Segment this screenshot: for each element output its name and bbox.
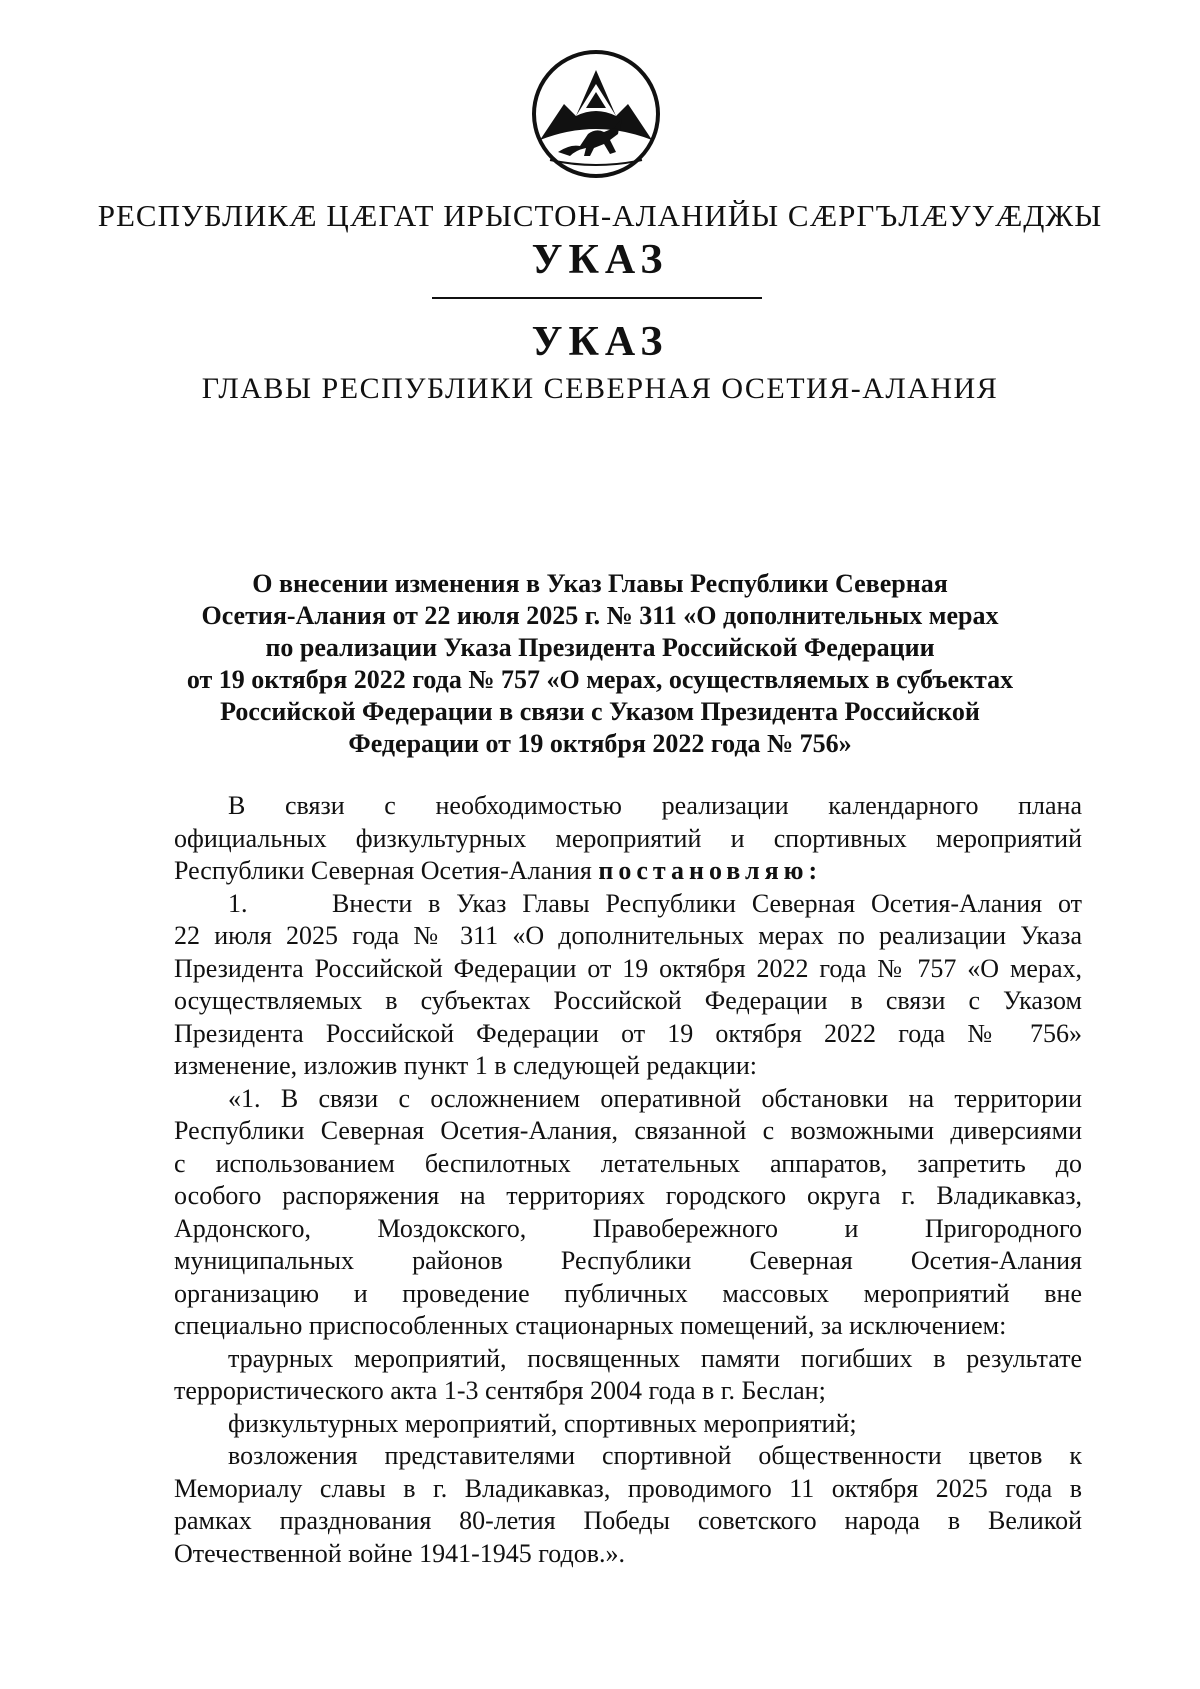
title-line: Осетия-Алания от 22 июля 2025 г. № 311 «О дополнительных мерах bbox=[201, 601, 999, 630]
title-line: О внесении изменения в Указ Главы Республики Северная bbox=[252, 569, 948, 598]
ukaz-heading-russian: УКАЗ bbox=[531, 319, 669, 365]
body-line: с использованием беспилотных летательных аппаратов, запретить до bbox=[174, 1148, 1082, 1178]
item-1-first-line bbox=[174, 888, 1082, 921]
body-line: Отечественной войне 1941-1945 годов.». bbox=[174, 1538, 626, 1568]
body-line: террористического акта 1-3 сентября 2004 года в г. Беслан; bbox=[174, 1376, 826, 1405]
body-line: физкультурных мероприятий, спортивных мероприятий; bbox=[228, 1408, 857, 1438]
title-line: Российской Федерации в связи с Указом Президента Российской bbox=[220, 697, 980, 726]
body-line: Мемориалу славы в г. Владикавказ, проводимого 11 октября 2025 года в bbox=[174, 1473, 1082, 1503]
body-line: особого распоряжения на территориях городского округа г. Владикавказ, bbox=[174, 1181, 1082, 1210]
body-line: Ардонского, Моздокского, Правобережного и Пригородного bbox=[174, 1213, 1082, 1243]
body-line: организацию и проведение публичных массовых мероприятий вне bbox=[174, 1278, 1082, 1308]
title-line: по реализации Указа Президента Российской Федерации bbox=[265, 633, 935, 662]
coat-of-arms-emblem bbox=[530, 48, 662, 180]
body-line: 22 июля 2025 года № 311 «О дополнительных мерах по реализации Указа bbox=[174, 921, 1082, 950]
postanovlyayu-word: постановляю: bbox=[598, 856, 823, 885]
body-line: Республики Северная Осетия-Алания bbox=[174, 856, 592, 885]
body-line: муниципальных районов Республики Северная Осетия-Алания bbox=[174, 1246, 1082, 1275]
body-line: официальных физкультурных мероприятий и спортивных мероприятий bbox=[174, 823, 1082, 853]
decree-title bbox=[160, 568, 1040, 760]
body-line: осуществляемых в субъектах Российской Федерации в связи с Указом bbox=[174, 986, 1082, 1015]
item-number: 1. bbox=[228, 888, 248, 918]
ukaz-heading-ossetian: УКАЗ bbox=[531, 237, 669, 283]
header-divider bbox=[432, 297, 762, 299]
decree-body bbox=[174, 790, 1082, 1570]
body-line: Республики Северная Осетия-Алания, связанной с возможными диверсиями bbox=[174, 1116, 1082, 1145]
body-line: специально приспособленных стационарных помещений, за исключением: bbox=[174, 1311, 1007, 1340]
body-line: изменение, изложив пункт 1 в следующей редакции: bbox=[174, 1051, 757, 1080]
body-line: «1. В связи с осложнением оперативной обстановки на территории bbox=[228, 1083, 1082, 1113]
body-line: рамках празднования 80-летия Победы советского народа в Великой bbox=[174, 1506, 1082, 1535]
body-line: В связи с необходимостью реализации календарного плана bbox=[228, 791, 1082, 820]
body-line-with-resolution bbox=[174, 855, 1082, 888]
body-line: траурных мероприятий, посвященных памяти погибших в результате bbox=[228, 1343, 1082, 1373]
header-ossetian-line: РЕСПУБЛИКӔ ЦӔГАТ ИРЫСТОН-АЛАНИЙЫ СӔРГЪЛӔУУӔДЖЫ bbox=[97, 198, 1103, 233]
title-line: Федерации от 19 октября 2022 года № 756» bbox=[348, 729, 852, 758]
body-line: Президента Российской Федерации от 19 октября 2022 года № 756» bbox=[174, 1018, 1082, 1048]
body-line: возложения представителями спортивной общественности цветов к bbox=[228, 1441, 1082, 1470]
body-line: Президента Российской Федерации от 19 октября 2022 года № 757 «О мерах, bbox=[174, 953, 1082, 983]
title-line: от 19 октября 2022 года № 757 «О мерах, осуществляемых в субъектах bbox=[186, 665, 1014, 694]
header-russian-line: ГЛАВЫ РЕСПУБЛИКИ СЕВЕРНАЯ ОСЕТИЯ-АЛАНИЯ bbox=[201, 372, 999, 405]
body-line: Внести в Указ Главы Республики Северная Осетия-Алания от bbox=[332, 888, 1082, 918]
